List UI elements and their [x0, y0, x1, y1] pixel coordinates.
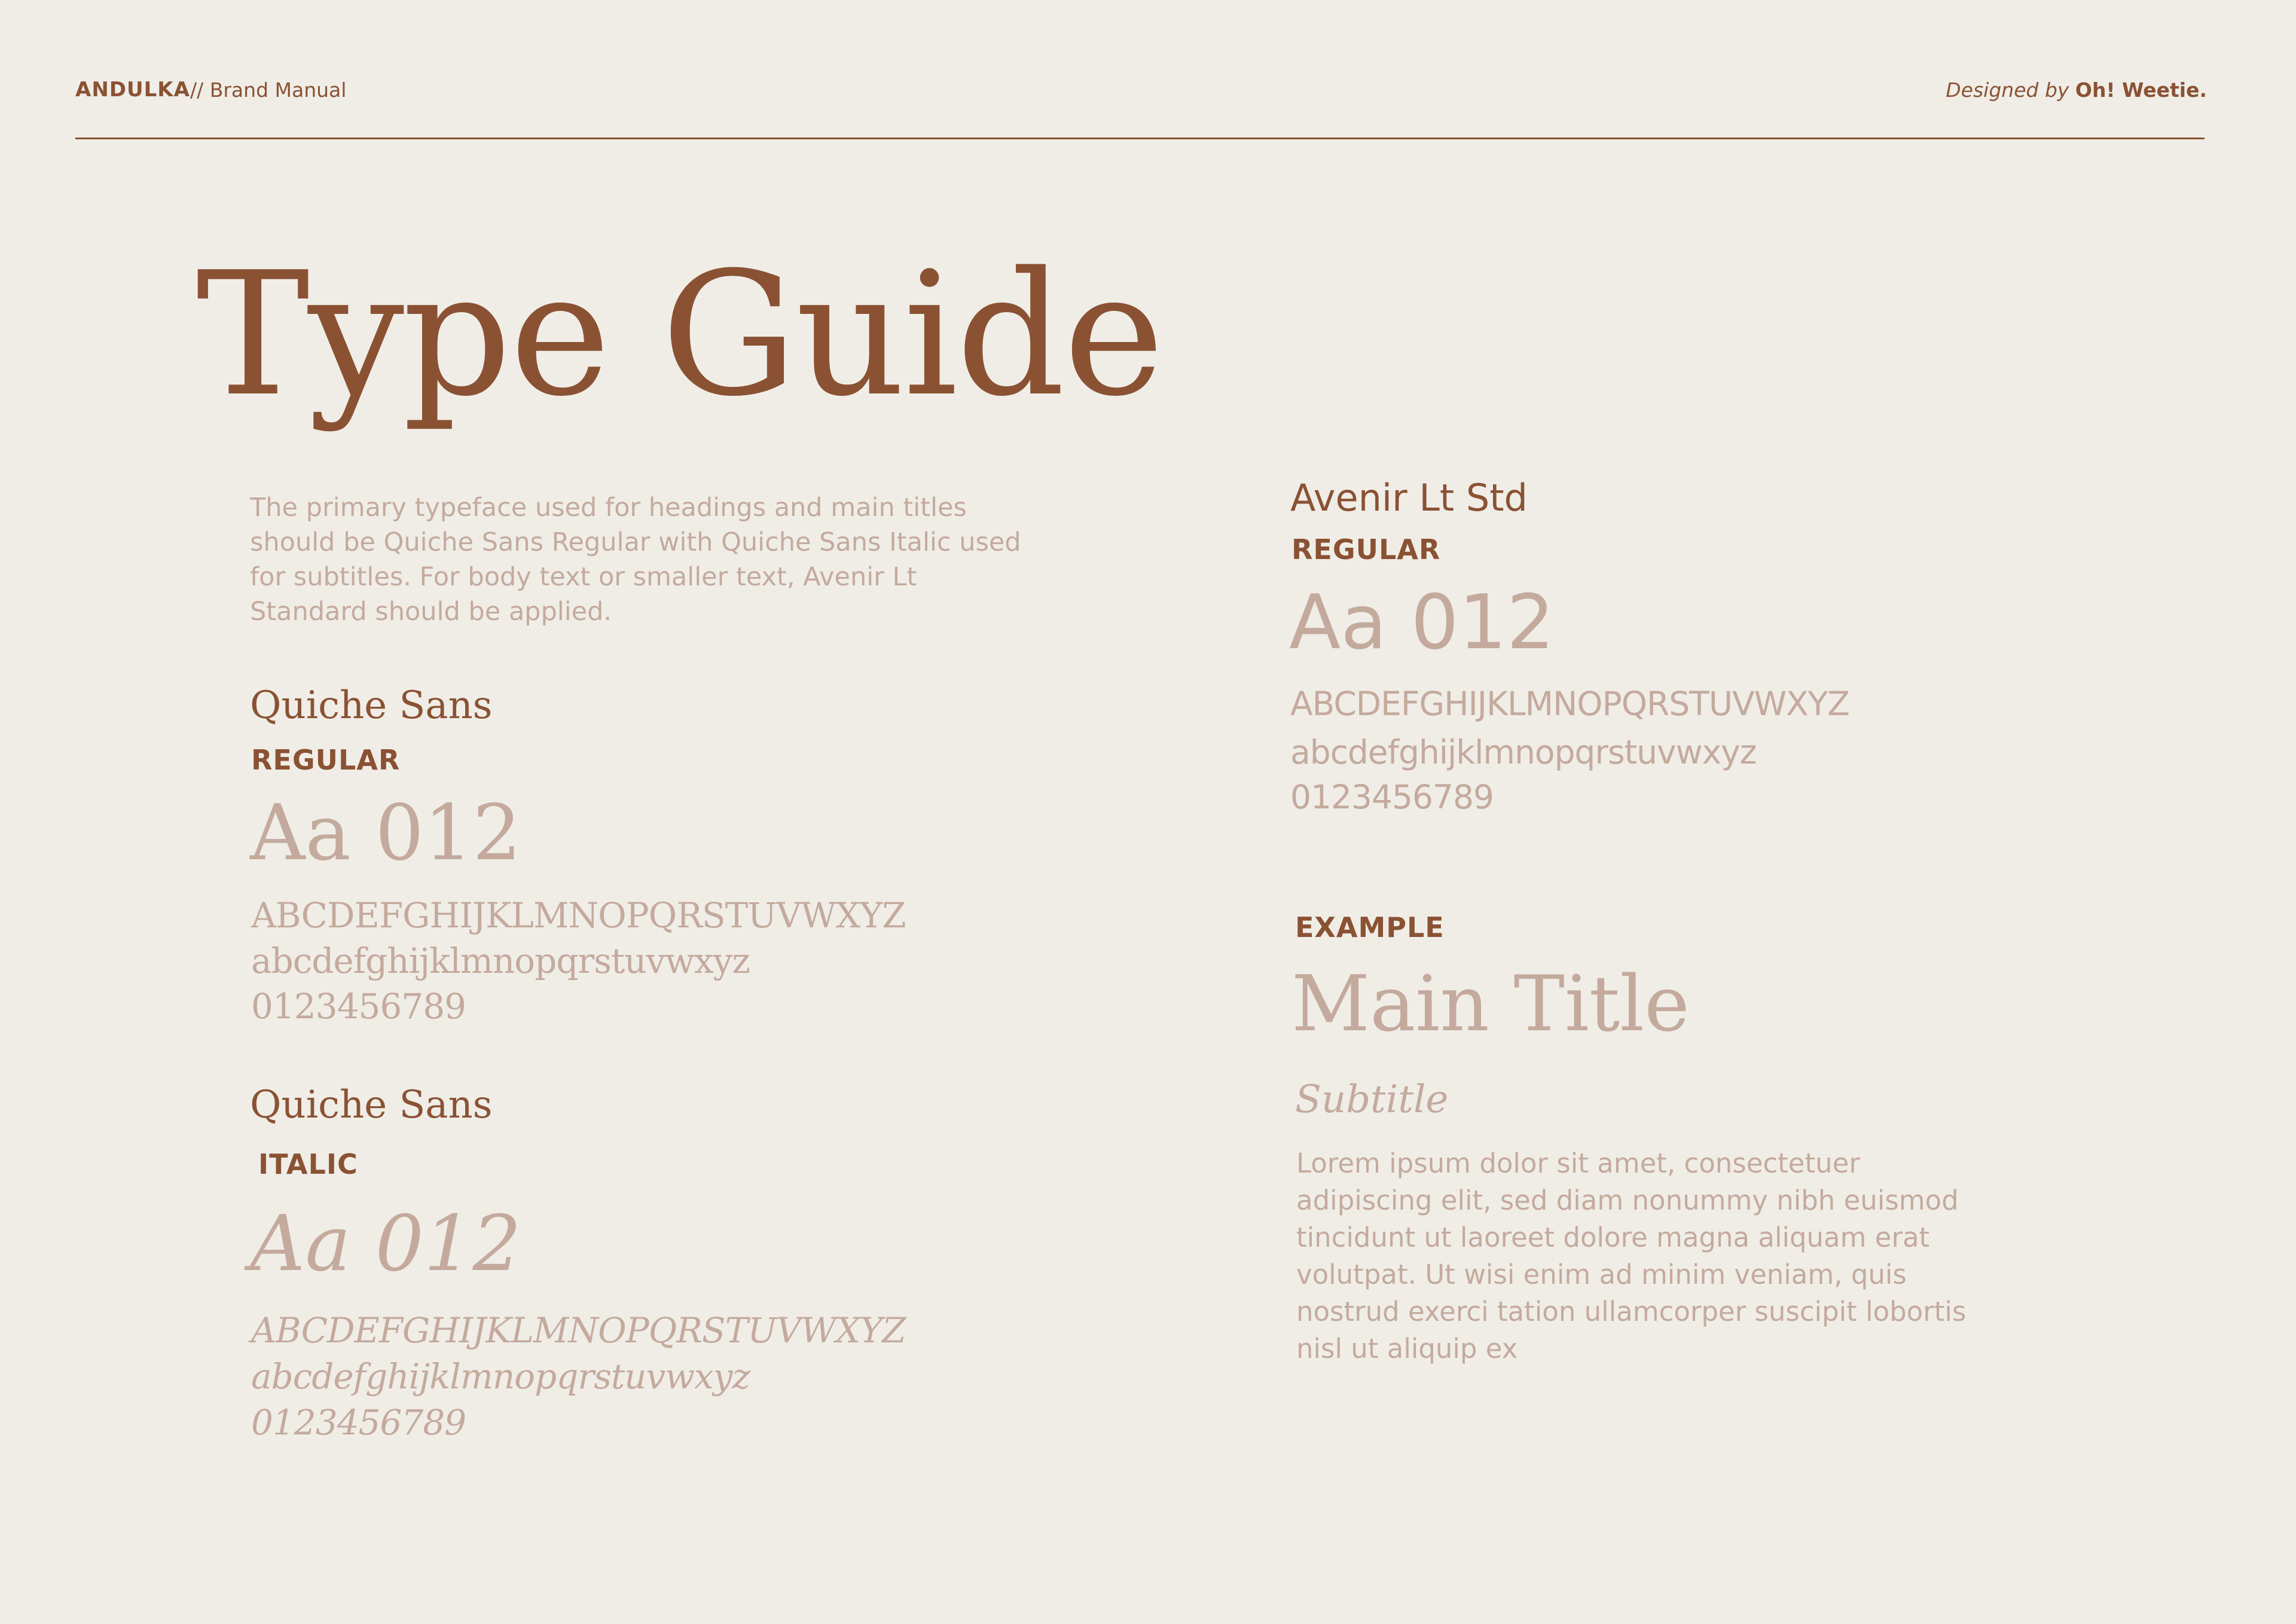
example-label: EXAMPLE	[1295, 911, 1445, 944]
font-lowercase: abcdefghijklmnopqrstuvwxyz	[251, 941, 750, 981]
font-weight-label: ITALIC	[258, 1148, 358, 1180]
font-lowercase: abcdefghijklmnopqrstuvwxyz	[251, 1356, 750, 1397]
document-subtitle: // Brand Manual	[190, 78, 347, 102]
example-main-title: Main Title	[1292, 960, 1690, 1049]
font-weight-label: REGULAR	[1292, 533, 1441, 566]
designer-credit	[1946, 78, 2207, 102]
example-body-text: Lorem ipsum dolor sit amet, consectetuer adipiscing elit, sed diam nonummy nibh euismod tincidunt ut laoreet dolore magna aliquam erat volutpat. Ut wisi enim ad minim veniam, quis nostrud exerci tation ullamcorper suscipit lobortis nisl ut aliquip ex	[1296, 1147, 1967, 1364]
font-digits: 0123456789	[1290, 778, 1494, 816]
font-sample: Aa 012	[1289, 578, 1555, 666]
example-subtitle: Subtitle	[1295, 1077, 1449, 1122]
font-uppercase: ABCDEFGHIJKLMNOPQRSTUVWXYZ	[251, 1310, 906, 1351]
font-uppercase: ABCDEFGHIJKLMNOPQRSTUVWXYZ	[251, 895, 906, 936]
credit-name: Oh! Weetie.	[2075, 78, 2207, 102]
header-divider	[75, 138, 2205, 139]
font-digits: 0123456789	[251, 986, 466, 1027]
font-name: Quiche Sans	[250, 683, 493, 728]
font-name: Avenir Lt Std	[1290, 476, 1528, 520]
brand-name: ANDULKA	[75, 78, 190, 102]
font-name: Quiche Sans	[250, 1083, 493, 1127]
font-sample: Aa 012	[250, 1199, 521, 1289]
font-digits: 0123456789	[251, 1402, 466, 1443]
credit-prefix: Designed by	[1946, 78, 2069, 102]
font-weight-label: REGULAR	[251, 744, 401, 776]
font-sample: Aa 012	[250, 789, 521, 878]
intro-paragraph: The primary typeface used for headings and main titles should be Quiche Sans Regular with Quiche Sans Italic used for subtitles. For body text or smaller text, Avenir Lt Standard should be applied.	[250, 493, 1021, 627]
font-lowercase: abcdefghijklmnopqrstuvwxyz	[1290, 733, 1757, 771]
page-title: Type Guide	[196, 236, 1163, 434]
font-uppercase: ABCDEFGHIJKLMNOPQRSTUVWXYZ	[1290, 685, 1849, 723]
